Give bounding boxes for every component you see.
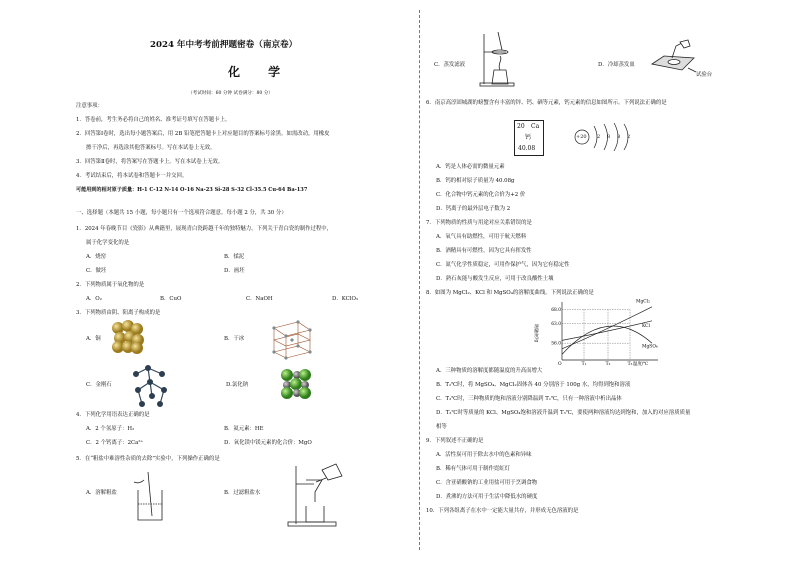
q8-option-d-cont: 相等 (436, 424, 447, 430)
q8-option-d: D．T₃℃时等质量的 KCl、MgSO₄饱和溶液升温到 T₃℃，要使两种溶液均达到饱和，加入的对应溶质质量 (436, 410, 691, 416)
q2-option-c: C．NaOH (246, 296, 273, 302)
evaporation-apparatus-image (480, 30, 516, 86)
x-tick-label: T₃ (627, 362, 633, 367)
q9-option-b: B．稀有气体可用于制作霓虹灯 (436, 466, 511, 472)
note-4: 4．考试结束后，将本试卷和答题卡一并交回。 (76, 173, 188, 179)
q5-option-d: D．冷却蒸发皿 (598, 62, 635, 68)
q7-option-d: D．熟石灰能与酸发生反应，可用于改良酸性土壤 (436, 276, 554, 282)
exam-info: （考试时间：60 分钟 试卷满分：80 分） (188, 91, 273, 96)
q3-option-b: B．干冰 (224, 336, 245, 342)
shell-2: 8 (607, 134, 611, 140)
q4-option-c: C．2 个钙离子：2Ca²⁺ (86, 440, 144, 446)
shell-1: 2 (597, 134, 601, 140)
q9-option-c: C．含亚硝酸钠的工业用盐可用于烹调食物 (436, 480, 538, 486)
series-label: KCl (642, 323, 650, 329)
calcium-atomic-mass: 40.08 (518, 145, 536, 152)
y-axis-label: 溶解度/g (533, 324, 539, 343)
calcium-name: 钙 (525, 134, 532, 141)
q3-option-c: C．金刚石 (86, 382, 112, 388)
note-2-cont: 擦干净后，再选涂其他答案标号。写在本试卷上无效。 (86, 145, 216, 151)
q4-option-d: D．氧化镁中镁元素的化合价：MgO (224, 440, 312, 446)
y-tick-label: 68.0 (551, 308, 561, 314)
q1-option-a: A．烧窑 (86, 254, 107, 260)
series-line-3 (562, 323, 652, 354)
q2-option-b: B．CuO (160, 296, 182, 302)
diamond-structure-image (130, 364, 172, 408)
q9-option-a: A．活性炭可用于除去水中的色素和异味 (436, 452, 532, 458)
q7-option-a: A．氧气具有助燃性，可用于航天燃料 (436, 234, 527, 240)
q7-stem: 7．下列物质的性质与用途对应关系错误的是 (426, 220, 532, 226)
cooling-dish-image (650, 38, 700, 82)
q5-option-a: A．溶解粗盐 (86, 490, 117, 496)
column-divider (419, 10, 420, 550)
q2-option-a: A．O₂ (86, 296, 102, 302)
dry-ice-lattice-image (270, 318, 314, 358)
q8-option-b: B．T₂℃时，将 MgSO₄、MgCl₂固体各 40 分别溶于 100g 水，均得到饱和溶液 (436, 382, 631, 388)
q3-option-d: D.氯化钠 (226, 382, 249, 388)
q6-option-a: A．钙是人体必需的微量元素 (436, 164, 505, 170)
q6-option-b: B．钙的相对原子质量为 40.08g (436, 178, 515, 184)
exam-title: 2024 年中考考前押题密卷（南京卷） (150, 40, 298, 50)
sodium-chloride-lattice-image (280, 368, 312, 400)
q5-option-b: B．过滤粗盐水 (224, 490, 261, 496)
y-tick-label: 63.0 (551, 322, 561, 328)
shell-3: 8 (617, 134, 621, 140)
x-axis-label: 温度/℃ (633, 362, 649, 367)
origin-label: O (558, 362, 562, 367)
q8-option-a: A．三种物质的溶解度都随温度的升高而增大 (436, 368, 543, 374)
q8-option-c: C．T₃℃时，三种物质的饱和溶液分别降温到 T₁℃，只有一种溶液中析出晶体 (436, 396, 622, 402)
q5-stem: 5．在“粗盐中难溶性杂质的去除”实验中，下列操作正确的是 (76, 456, 220, 462)
note-2: 2．回答第Ⅰ卷时，选出每小题答案后，用 2B 铅笔把答题卡上对应题目的答案标号涂黑。如需改动，用橡皮 (76, 131, 330, 137)
series-label: MgCl₂ (636, 299, 650, 305)
q7-option-b: B．酒精具有可燃性，因为它具有挥发性 (436, 248, 532, 254)
note-3: 3．回答第Ⅱ卷时，将答案写在答题卡上。写在本试卷上无效。 (76, 159, 224, 165)
q2-stem: 2．下列物质属于氧化物的是 (76, 282, 145, 288)
nucleus-charge: +20 (576, 134, 587, 140)
right-column (426, 0, 756, 562)
q1-option-b: B．揉泥 (224, 254, 245, 260)
q4-option-b: B．氦元素：HE (224, 426, 264, 432)
x-tick-label: T₁ (581, 362, 587, 367)
q9-option-d: D．煮沸的方法可用于生活中降低水的硬度 (436, 494, 538, 500)
q10-stem: 10．下列各组离子在水中一定能大量共存，并形成无色溶液的是 (426, 508, 579, 514)
q6-option-d: D．钙离子的最外层电子数为 2 (436, 206, 511, 212)
q5-option-c: C．蒸发滤液 (434, 62, 466, 68)
solubility-chart (532, 298, 662, 366)
atomic-masses: 可能用到的相对原子质量：H-1 C-12 N-14 O-16 Na-23 Si-28 S-32 Cl-35.5 Cu-64 Ba-137 (76, 187, 308, 193)
q4-option-a: A．2 个氢原子：H₂ (86, 426, 135, 432)
calcium-symbol: Ca (531, 123, 540, 130)
q1-stem-cont: 属于化学变化的是 (86, 240, 130, 246)
q3-stem: 3．下列物质由阴、阳离子构成的是 (76, 310, 161, 316)
q6-option-c: C．化合物中钙元素的化合价为+2 价 (436, 192, 526, 198)
series-label: MgSO₄ (642, 344, 658, 350)
calcium-atomic-number: 20 (517, 123, 525, 130)
left-column (76, 0, 414, 562)
q1-stem: 1．2024 年春晚节目《瓷影》从典籍里，展现青白瓷跨越千年的独特魅力。下列关于青白瓷的制作过程中， (76, 226, 333, 232)
subject-title: 化 学 (228, 65, 293, 79)
notes-heading: 注意事项： (76, 103, 103, 109)
calcium-element-cell (514, 120, 544, 156)
note-1: 1．答卷前，考生务必将自己的姓名、准考证号填写在答题卡上。 (76, 117, 231, 123)
q8-stem: 8．如图为 MgCl₂、KCl 和 MgSO₄的溶解度曲线。下列说法正确的是 (426, 290, 594, 296)
dissolve-beaker-image (132, 470, 172, 524)
q3-option-a: A．铜 (86, 336, 101, 342)
copper-lattice-image (110, 320, 144, 354)
y-tick-label: 56.0 (551, 341, 561, 347)
test-bench-label: 试验台 (696, 72, 713, 78)
q1-option-d: D．画坯 (224, 268, 245, 274)
q6-stem: 6．南京高淳固城湖的螃蟹含有丰富的锌、钙、硒等元素，钙元素的信息如图所示。下列说法正确的是 (426, 100, 667, 106)
q1-option-c: C．做坯 (86, 268, 107, 274)
q7-option-c: C．氮气化学性质稳定，可用作保护气，因为它有稳定性 (436, 262, 570, 268)
section1-heading: 一、选择题（本题共 15 小题，每小题只有一个选项符合题意。每小题 2 分，共 30 分） (76, 210, 287, 216)
filtration-apparatus-image (286, 462, 352, 528)
series-line-1 (562, 307, 652, 349)
q2-option-d: D．KClO₃ (332, 296, 359, 302)
q4-stem: 4．下列化学用语表达正确的是 (76, 412, 150, 418)
q9-stem: 9．下列叙述不正确的是 (426, 438, 484, 444)
x-tick-label: T₂ (605, 362, 611, 367)
shell-4: 2 (627, 134, 631, 140)
